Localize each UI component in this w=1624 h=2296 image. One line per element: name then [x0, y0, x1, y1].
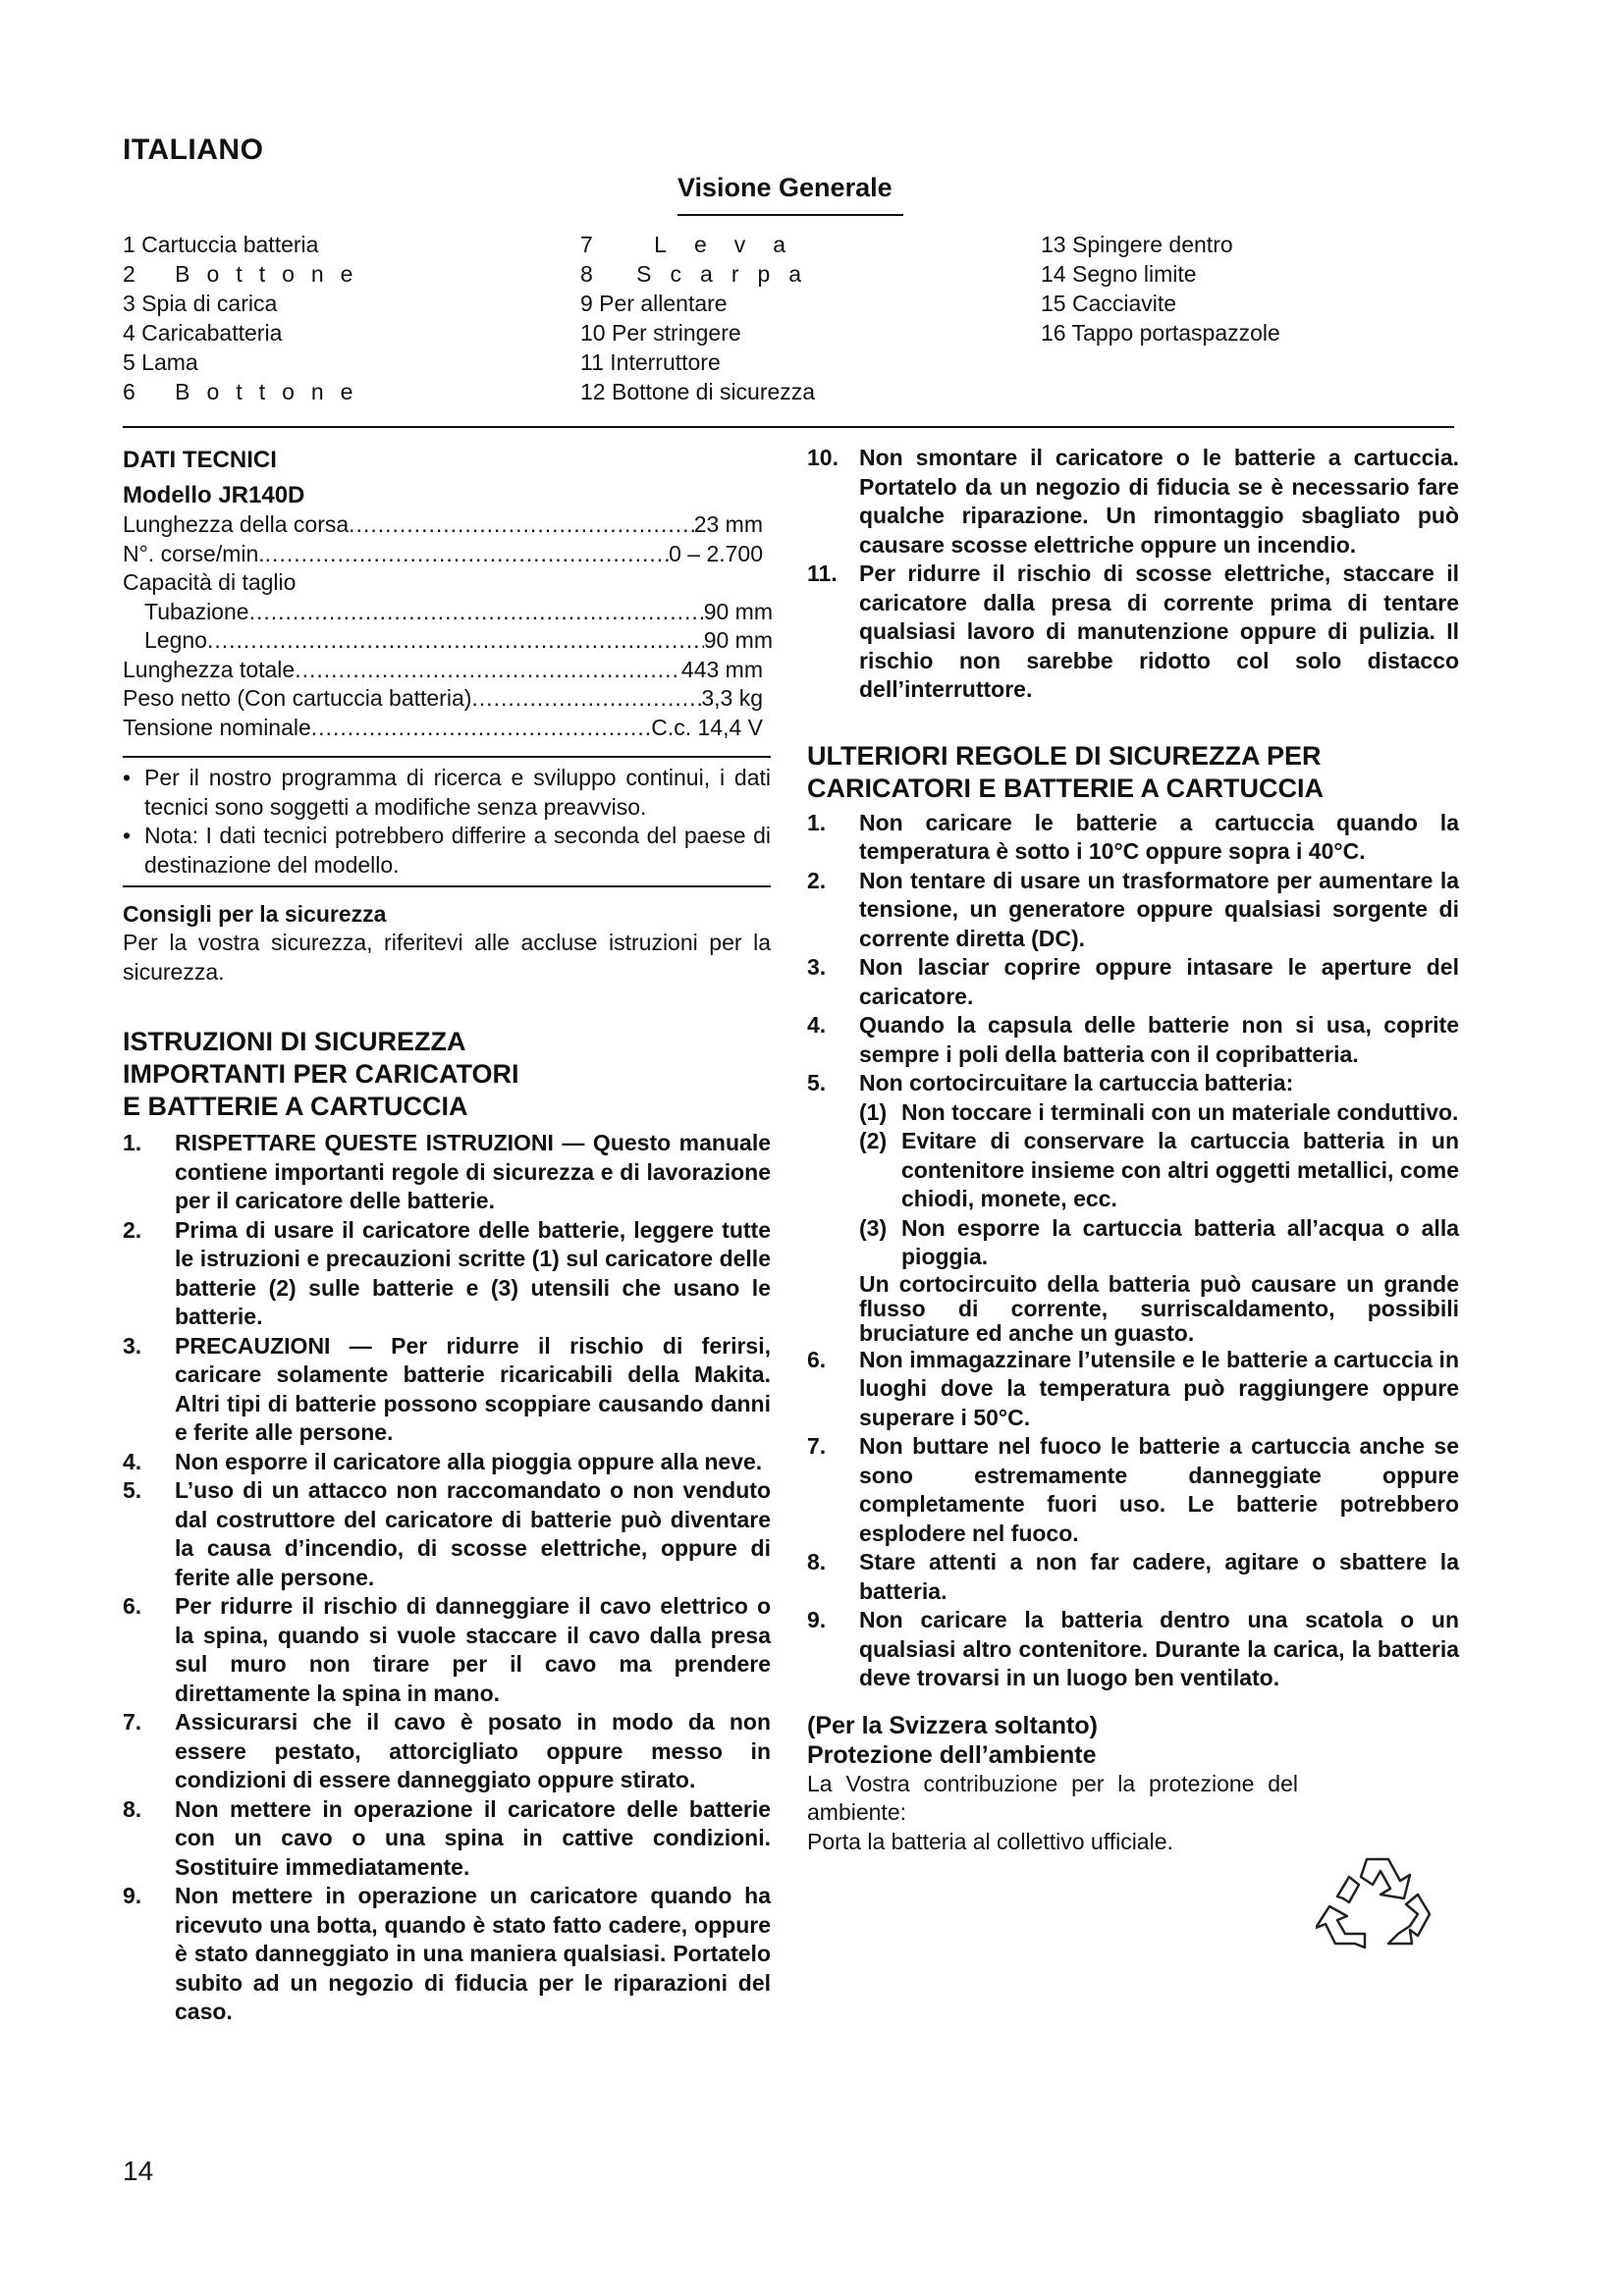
page-number: 14 — [123, 2156, 154, 2186]
spec-row: Lunghezza della corsa ..... 23 mm — [123, 510, 763, 540]
spec-row: Tubazione ..... 90 mm — [123, 598, 773, 627]
part-item: 13 Spingere dentro — [1041, 232, 1233, 257]
list-item: 3. PRECAUZIONI — Per ridurre il rischio di ferirsi, caricare solamente batterie ricaricabili della Makita. Altri tipi di batterie possono scoppiare causando danni e ferite alle persone. — [123, 1332, 771, 1445]
spec-row: Legno ..... 90 mm — [123, 626, 773, 656]
list-item: 1. Non caricare le batterie a cartuccia quando la temperatura è sotto i 10°C oppure sopra i 40°C. — [807, 809, 1459, 864]
spec-row: N°. corse/min. ..... 0 – 2.700 — [123, 540, 763, 569]
list-item: 6. Per ridurre il rischio di danneggiare il cavo elettrico o la spina, quando si vuole staccare il cavo dalla presa sul muro non tirare per il cavo ma prendere direttamente la spina in mano. — [123, 1593, 771, 1706]
spec-row: Capacità di taglio — [123, 569, 297, 595]
list-item: 5. L’uso di un attacco non raccomandato o non venduto dal costruttore del caricatore di batterie può diventare la causa d’incendio, di scosse elettriche, oppure di ferite alle persone. — [123, 1477, 771, 1590]
list-item: 4. Quando la capsula delle batterie non si usa, coprite sempre i poli della batteria con il copribatteria. — [807, 1012, 1459, 1067]
part-item: 16 Tappo portaspazzole — [1041, 320, 1280, 346]
part-item: 4 Caricabatteria — [123, 320, 283, 346]
list-item: 8. Stare attenti a non far cadere, agitare o sbattere la batteria. — [807, 1549, 1459, 1604]
overview-title: Visione Generale — [677, 173, 893, 202]
part-item: 11 Interruttore — [580, 349, 721, 375]
model-name: Modello JR140D — [123, 482, 305, 508]
recycle-icon — [1316, 1845, 1453, 1963]
environment-title: Protezione dell’ambiente — [807, 1740, 1097, 1769]
important-title: ISTRUZIONI DI SICUREZZA IMPORTANTI PER CARICATORI E BATTERIE A CARTUCCIA — [123, 1027, 519, 1121]
environment-instruction: Porta la batteria al collettivo ufficiale. — [807, 1828, 1173, 1854]
part-item: 14 Segno limite — [1041, 261, 1197, 287]
note-item: • Per il nostro programma di ricerca e sviluppo continui, i dati tecnici sono soggetti a modifiche senza preavviso. — [123, 765, 771, 820]
overview-underline — [677, 214, 903, 216]
part-item: 2 Bottone — [123, 261, 370, 287]
part-item: 15 Cacciavite — [1041, 291, 1177, 316]
list-item: 9. Non caricare la batteria dentro una scatola o un qualsiasi altro contenitore. Durante la carica, la batteria deve trovarsi in un luogo ben ventilato. — [807, 1607, 1459, 1690]
spec-row: Lunghezza totale ..... 443 mm — [123, 656, 763, 685]
list-item: 11. Per ridurre il rischio di scosse elettriche, staccare il caricatore dalla presa di corrente prima di tentare qualsiasi lavoro di manutenzione oppure di pulizia. Il rischio non sarebbe ridotto col solo distacco dell’interruttore. — [807, 561, 1459, 702]
spec-row: Peso netto (Con cartuccia batteria) ..... 3,3 kg — [123, 684, 763, 714]
list-item: 5. Non cortocircuitare la cartuccia batteria: — [807, 1070, 1294, 1095]
notes-divider — [123, 885, 771, 887]
specs-divider — [123, 756, 771, 758]
list-item: 7. Non buttare nel fuoco le batterie a cartuccia anche se sono estremamente danneggiate oppure completamente fuori uso. Le batterie potrebbero esplodere nel fuoco. — [807, 1433, 1459, 1546]
list-item: 10. Non smontare il caricatore o le batterie a cartuccia. Portatelo da un negozio di fiducia se è necessario fare qualche riparazione. Un rimontaggio sbagliato può causare scosse elettriche oppure un incendio. — [807, 445, 1459, 558]
important-list — [123, 1129, 771, 2027]
part-item: 1 Cartuccia batteria — [123, 232, 319, 257]
short-circuit-note: Un cortocircuito della batteria può causare un grande flusso di corrente, surriscaldamento, possibili bruciature ed anche un guasto. — [859, 1270, 1459, 1346]
environment-text: La Vostra contribuzione per la protezione del ambiente: — [807, 1770, 1298, 1825]
parts-column-1 — [123, 230, 369, 406]
specs-title: DATI TECNICI — [123, 447, 277, 473]
additional-title: ULTERIORI REGOLE DI SICUREZZA PER CARICATORI E BATTERIE A CARTUCCIA — [807, 740, 1324, 803]
important-list-continued — [807, 444, 1459, 705]
parts-column-3 — [1041, 230, 1280, 347]
environment-section — [807, 1711, 1298, 1857]
list-item: 4. Non esporre il caricatore alla pioggia oppure alla neve. — [123, 1448, 763, 1474]
part-item: 7 Leva — [580, 232, 814, 257]
parts-column-2 — [580, 230, 820, 406]
parts-divider — [123, 426, 1454, 428]
additional-list — [807, 809, 1459, 1693]
list-item: 3. Non lasciar coprire oppure intasare le aperture del caricatore. — [807, 954, 1459, 1009]
right-column — [807, 444, 1459, 1856]
list-item: 2. Prima di usare il caricatore delle batterie, leggere tutte le istruzioni e precauzioni scritte (1) sul caricatore delle batterie (2) sulle batterie e (3) utensili che usano le batterie. — [123, 1216, 771, 1329]
safety-tips-text: Per la vostra sicurezza, riferitevi alle accluse istruzioni per la sicurezza. — [123, 930, 771, 985]
part-item: 5 Lama — [123, 349, 198, 375]
part-item: 12 Bottone di sicurezza — [580, 379, 816, 404]
part-item: 6 Bottone — [123, 379, 370, 404]
specs-notes — [123, 764, 771, 880]
part-item: 10 Per stringere — [580, 320, 741, 346]
list-item: 9. Non mettere in operazione un caricatore quando ha ricevuto una botta, quando è stato fatto cadere, oppure è stato danneggiato in una maniera qualsiasi. Portatelo subito ad un negozio di fiducia per le riparazioni del caso. — [123, 1883, 771, 2024]
specs-table — [123, 510, 773, 742]
list-item: 7. Assicurarsi che il cavo è posato in modo da non essere pestato, attorcigliato oppure messo in condizioni di essere danneggiato oppure stirato. — [123, 1709, 771, 1792]
list-item: 2. Non tentare di usare un trasformatore per aumentare la tensione, un generatore oppure qualsiasi sorgente di corrente diretta (DC). — [807, 867, 1459, 951]
safety-tips-title: Consigli per la sicurezza — [123, 901, 387, 927]
part-item: 3 Spia di carica — [123, 291, 278, 316]
environment-subtitle: (Per la Svizzera soltanto) — [807, 1711, 1098, 1739]
left-column — [123, 444, 771, 2027]
sub-list-item: (1) Non toccare i terminali con un materiale conduttivo. — [859, 1098, 1459, 1125]
note-item: • Nota: I dati tecnici potrebbero differire a seconda del paese di destinazione del modello. — [123, 823, 771, 878]
sub-list-item: (2) Evitare di conservare la cartuccia batteria in un contenitore insieme con altri oggetti metallici, come chiodi, monete, ecc. — [859, 1128, 1459, 1211]
list-item: 6. Non immagazzinare l’utensile e le batterie a cartuccia in luoghi dove la temperatura può raggiungere oppure superare i 50°C. — [807, 1346, 1459, 1430]
sub-list-item: (3) Non esporre la cartuccia batteria all’acqua o alla pioggia. — [859, 1214, 1459, 1269]
language-heading: ITALIANO — [123, 133, 264, 166]
list-item: 8. Non mettere in operazione il caricatore delle batterie con un cavo o una spina in cattive condizioni. Sostituire immediatamente. — [123, 1795, 771, 1880]
part-item: 8 Scarpa — [580, 261, 821, 287]
spec-row: Tensione nominale ..... C.c. 14,4 V — [123, 714, 763, 743]
part-item: 9 Per allentare — [580, 291, 728, 316]
list-item: 1. RISPETTARE QUESTE ISTRUZIONI — Questo manuale contiene importanti regole di sicurezza e di lavorazione per il caricatore delle batterie. — [123, 1130, 771, 1213]
